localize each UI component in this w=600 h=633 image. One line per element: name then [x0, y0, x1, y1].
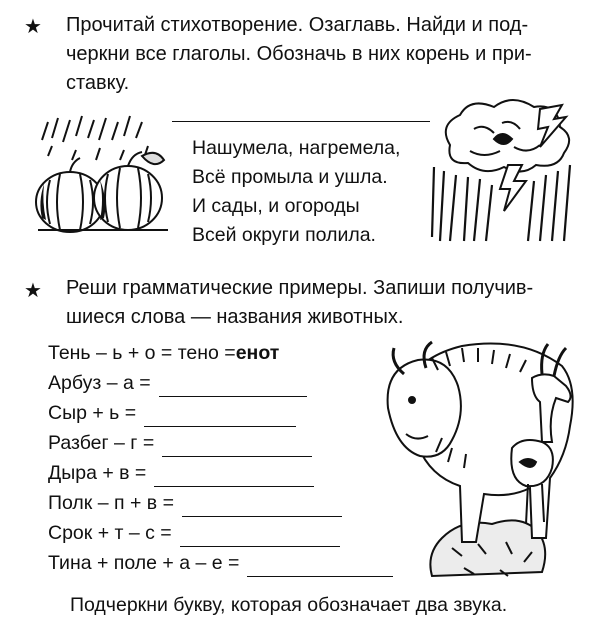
example-expression: Арбуз – а =: [48, 372, 151, 394]
example-expression: Тина + поле + а – е =: [48, 552, 240, 574]
example-expression: Дыра + в =: [48, 462, 147, 484]
example-row: [48, 399, 296, 427]
example-expression: Срок + т – с =: [48, 522, 172, 544]
example-answer: енот: [235, 342, 280, 364]
example-row: [48, 519, 340, 547]
example-row: [48, 339, 279, 367]
footer-instruction: Подчеркни букву, которая обозначает два звука.: [70, 594, 508, 616]
example-expression: Полк – п + в =: [48, 492, 174, 514]
example-expression: Тень – ь + о = тено =: [48, 342, 236, 364]
poem-line: Нашумела, нагремела,: [192, 137, 401, 159]
example-row: [48, 489, 342, 517]
pumpkins-in-rain-illustration: [30, 110, 170, 240]
task1-line3: ставку.: [66, 72, 130, 94]
task1-line2: черкни все глаголы. Обозначь в них корень и при-: [66, 43, 532, 65]
answer-blank[interactable]: [159, 378, 307, 397]
star-icon: ★: [24, 16, 42, 38]
answer-blank[interactable]: [144, 408, 296, 427]
star-icon: ★: [24, 280, 42, 302]
example-row: [48, 549, 393, 577]
title-answer-line: [172, 121, 430, 122]
poem-line: Всей округи полила.: [192, 224, 376, 246]
task2-line2: шиеся слова — названия животных.: [66, 306, 404, 328]
answer-blank[interactable]: [180, 528, 340, 547]
answer-blank[interactable]: [247, 558, 393, 577]
example-expression: Сыр + ь =: [48, 402, 137, 424]
poem-line: И сады, и огороды: [192, 195, 360, 217]
example-row: [48, 369, 307, 397]
example-row: [48, 429, 312, 457]
poem: [192, 134, 400, 250]
bison-and-goat-illustration: [382, 338, 582, 588]
example-expression: Разбег – г =: [48, 432, 155, 454]
poem-line: Всё промыла и ушла.: [192, 166, 388, 188]
storm-cloud-lightning-illustration: [430, 105, 580, 245]
task1-line1: Прочитай стихотворение. Озаглавь. Найди и под-: [66, 14, 529, 36]
example-row: [48, 459, 314, 487]
task2-line1: Реши грамматические примеры. Запиши получив-: [66, 277, 534, 299]
answer-blank[interactable]: [182, 498, 342, 517]
answer-blank[interactable]: [162, 438, 312, 457]
answer-blank[interactable]: [154, 468, 314, 487]
